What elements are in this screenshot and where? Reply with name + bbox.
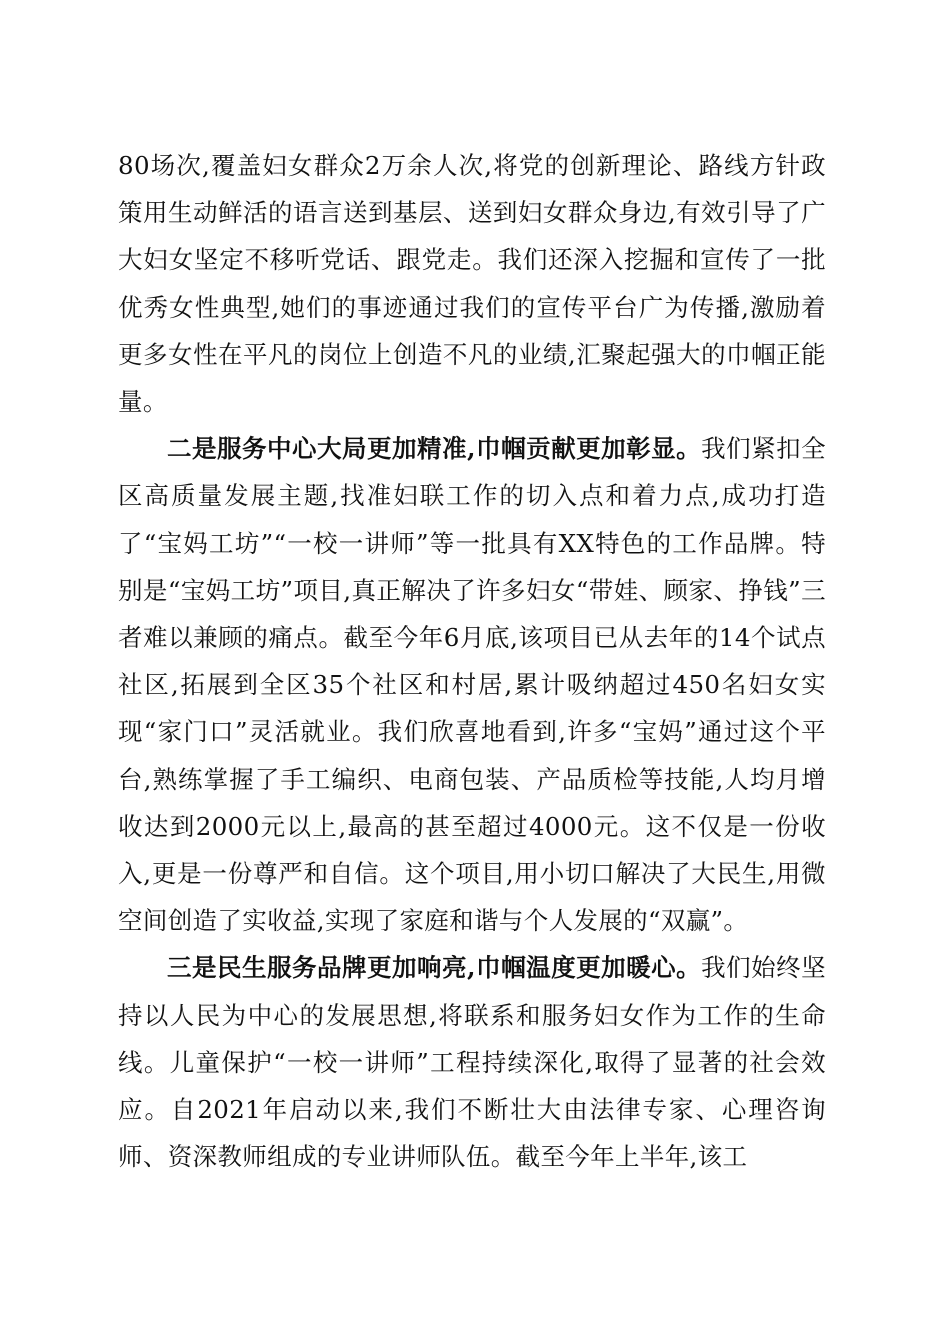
paragraph-text: 我们始终坚持以人民为中心的发展思想,将联系和服务妇女作为工作的生命线。儿童保护“一校一讲师”工程持续深化,取得了显著的社会效应。自2021年启动以来,我们不断壮大由法律专家、心理咨询师、资深教师组成的专业讲师队伍。截至今年上半年,该工 [118,953,826,1172]
paragraph-heading: 三是民生服务品牌更加响亮,巾帼温度更加暖心。 [167,953,702,983]
body-text [118,142,826,1180]
paragraph-text: 80场次,覆盖妇女群众2万余人次,将党的创新理论、路线方针政策用生动鲜活的语言送到基层、送到妇女群众身边,有效引导了广大妇女坚定不移听党话、跟党走。我们还深入挖掘和宣传了一批优秀女性典型,她们的事迹通过我们的宣传平台广为传播,激励着更多女性在平凡的岗位上创造不凡的业绩,汇聚起强大的巾帼正能量。 [118,151,826,417]
paragraph-continuation [118,142,826,425]
paragraph-text: 我们紧扣全区高质量发展主题,找准妇联工作的切入点和着力点,成功打造了“宝妈工坊”“一校一讲师”等一批具有XX特色的工作品牌。特别是“宝妈工坊”项目,真正解决了许多妇女“带娃、顾家、挣钱”三者难以兼顾的痛点。截至今年6月底,该项目已从去年的14个试点社区,拓展到全区35个社区和村居,累计吸纳超过450名妇女实现“家门口”灵活就业。我们欣喜地看到,许多“宝妈”通过这个平台,熟练掌握了手工编织、电商包装、产品质检等技能,人均月增收达到2000元以上,最高的甚至超过4000元。这不仅是一份收入,更是一份尊严和自信。这个项目,用小切口解决了大民生,用微空间创造了实收益,实现了家庭和谐与个人发展的“双赢”。 [118,434,826,936]
paragraph-livelihood-services [118,944,826,1180]
paragraph-heading: 二是服务中心大局更加精准,巾帼贡献更加彰显。 [167,434,702,464]
paragraph-service-center [118,425,826,944]
